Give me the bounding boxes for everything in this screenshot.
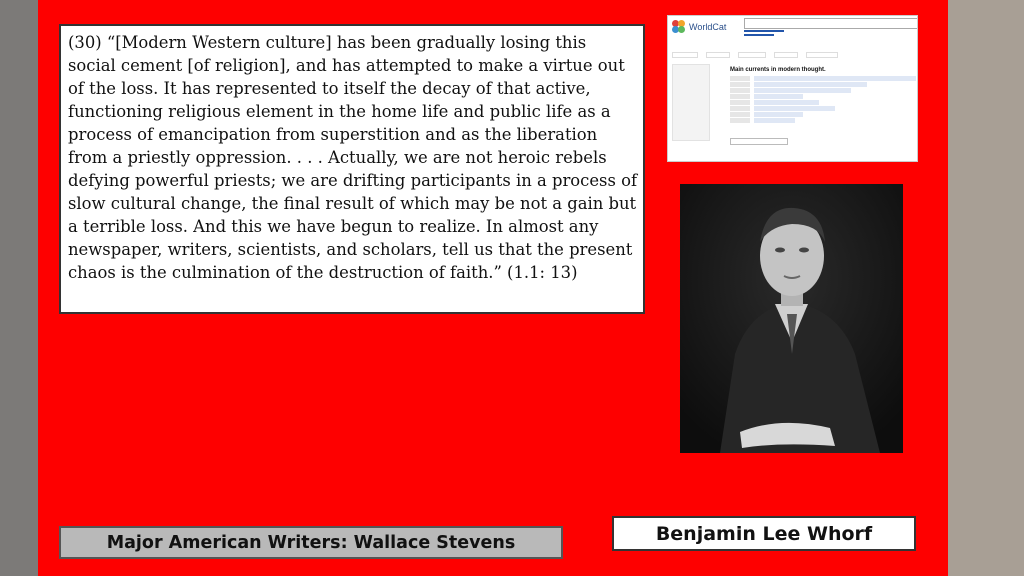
worldcat-location-input bbox=[730, 138, 788, 145]
course-footer-text: Major American Writers: Wallace Stevens bbox=[106, 532, 516, 553]
quote-text: (30) “[Modern Western culture] has been gradually losing this social cement [of religion], and has attempted to make a virtue out of the loss. It has represented to itself the decay of that active, functioning religious element in the home life and public life as a process of emancipation from superstition and as the liberation from a priestly oppression. . . . Actually, we are not heroic rebels defying powerful priests; we are drifting participants in a process of slow cultural change, the final result of which may be not a gain but a terrible loss. And this we have begun to realize. In almost any newspaper, writers, scientists, and scholars, tell us that the present chaos is the culmination of the destruction of faith.” (1.1: 13) bbox=[68, 33, 638, 282]
worldcat-record-details bbox=[730, 76, 916, 124]
worldcat-toolbar bbox=[672, 52, 917, 60]
worldcat-screenshot bbox=[667, 15, 918, 162]
portrait-figure bbox=[680, 184, 903, 453]
quote-box bbox=[59, 24, 645, 314]
worldcat-record-title: Main currents in modern thought. bbox=[730, 67, 826, 73]
portrait-caption-text: Benjamin Lee Whorf bbox=[655, 522, 873, 545]
portrait-caption bbox=[612, 516, 916, 551]
worldcat-logo-icon bbox=[672, 20, 686, 34]
worldcat-cover-thumbnail bbox=[672, 64, 710, 141]
worldcat-logo bbox=[672, 20, 726, 34]
portrait-photo bbox=[680, 184, 903, 453]
worldcat-logo-text: WorldCat bbox=[689, 22, 727, 32]
course-footer bbox=[59, 526, 563, 559]
worldcat-links bbox=[744, 30, 784, 36]
left-margin-bar bbox=[0, 0, 38, 576]
worldcat-search-box bbox=[744, 18, 918, 29]
right-margin-bar bbox=[948, 0, 1024, 576]
